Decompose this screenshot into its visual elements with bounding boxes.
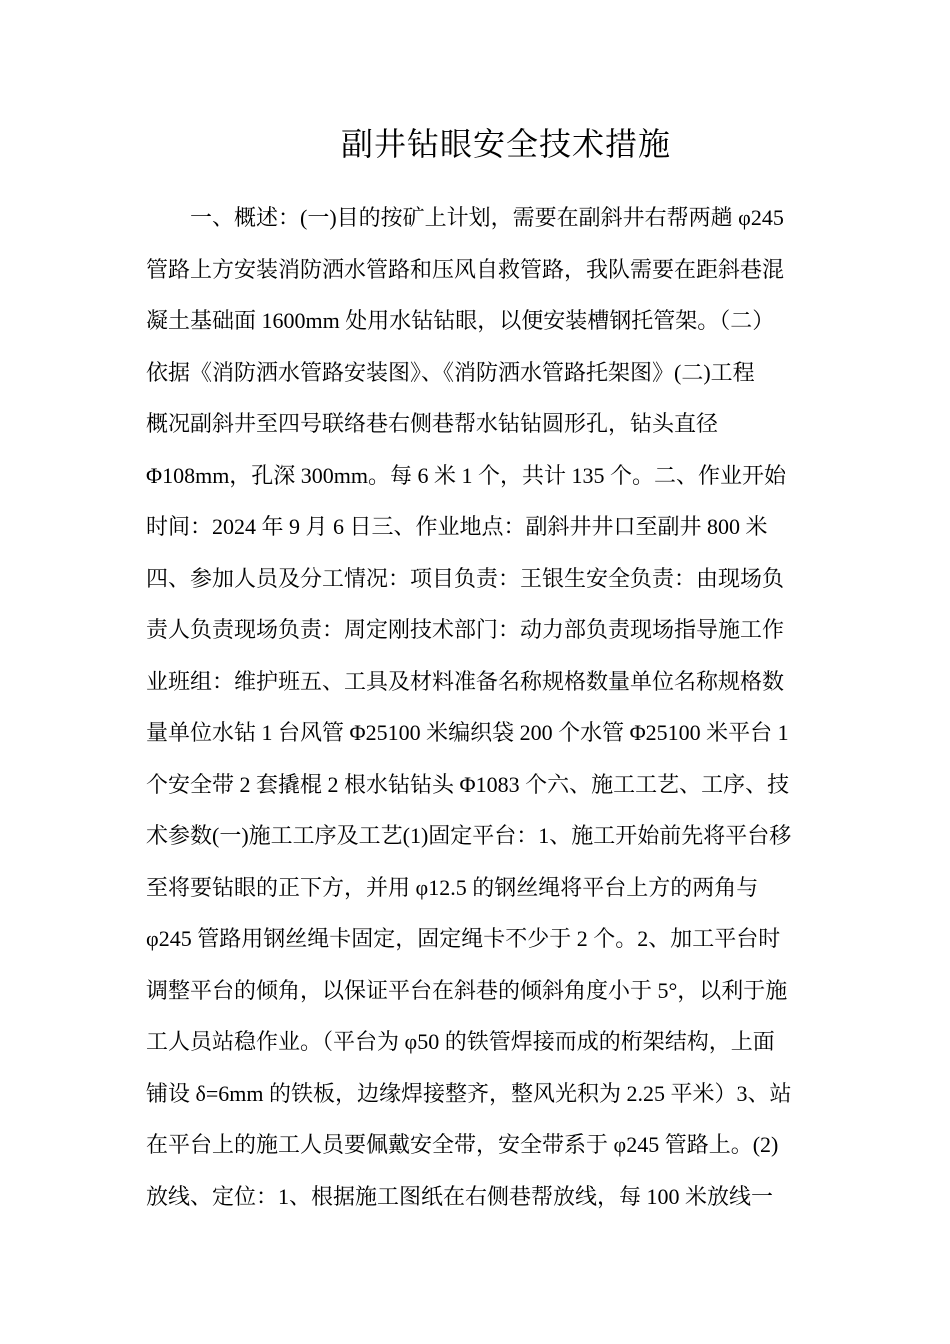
body-line-4: 依据《消防洒水管路安装图》、《消防洒水管路托架图》(二)工程: [146, 359, 755, 385]
document-body: [146, 192, 810, 1222]
body-line-17: 工人员站稳作业。（平台为 φ50 的铁管焊接而成的桁架结构，上面: [146, 1029, 775, 1054]
body-line-18: 铺设 δ=6mm 的铁板，边缘焊接整齐，整风光积为 2.25 平米）3、站: [146, 1080, 792, 1106]
body-line-12: 个安全带 2 套撬棍 2 根水钻钻头 Φ1083 个六、施工工艺、工序、技: [146, 771, 790, 797]
body-line-2: 管路上方安装消防洒水管路和压风自救管路，我队需要在距斜巷混: [146, 256, 785, 282]
body-line-11: 量单位水钻 1 台风管 Φ25100 米编织袋 200 个水管 Φ25100 米平台 1: [146, 720, 789, 745]
body-line-10: 业班组：维护班五、工具及材料准备名称规格数量单位名称规格数: [146, 668, 785, 694]
body-line-16: 调整平台的倾角，以保证平台在斜巷的倾斜角度小于 5°，以利于施: [146, 977, 788, 1003]
body-line-1: 一、概述：(一)目的按矿上计划，需要在副斜井右帮两趟 φ245: [190, 205, 784, 230]
body-line-14: 至将要钻眼的正下方，并用 φ12.5 的钢丝绳将平台上方的两角与: [146, 874, 759, 900]
body-line-13: 术参数(一)施工工序及工艺(1)固定平台：1、施工开始前先将平台移: [146, 823, 792, 848]
body-line-5: 概况副斜井至四号联络巷右侧巷帮水钻钻圆形孔，钻头直径: [146, 411, 719, 436]
body-line-19: 在平台上的施工人员要佩戴安全带，安全带系于 φ245 管路上。(2): [146, 1132, 779, 1157]
body-line-8: 四、参加人员及分工情况：项目负责：王银生安全负责：由现场负: [146, 565, 785, 591]
body-line-9: 责人负责现场负责：周定刚技术部门：动力部负责现场指导施工作: [146, 617, 785, 642]
body-line-3: 凝土基础面 1600mm 处用水钻钻眼，以便安装槽钢托管架。（二）: [146, 308, 775, 333]
body-line-15: φ245 管路用钢丝绳卡固定，固定绳卡不少于 2 个。2、加工平台时: [146, 926, 781, 951]
document-title: 副井钻眼安全技术措施: [340, 126, 671, 162]
body-line-20: 放线、定位：1、根据施工图纸在右侧巷帮放线，每 100 米放线一: [146, 1183, 774, 1209]
body-line-7: 时间：2024 年 9 月 6 日三、作业地点：副斜井井口至副井 800 米: [146, 514, 768, 539]
body-line-6: Φ108mm，孔深 300mm。每 6 米 1 个，共计 135 个。二、作业开始: [146, 462, 787, 488]
